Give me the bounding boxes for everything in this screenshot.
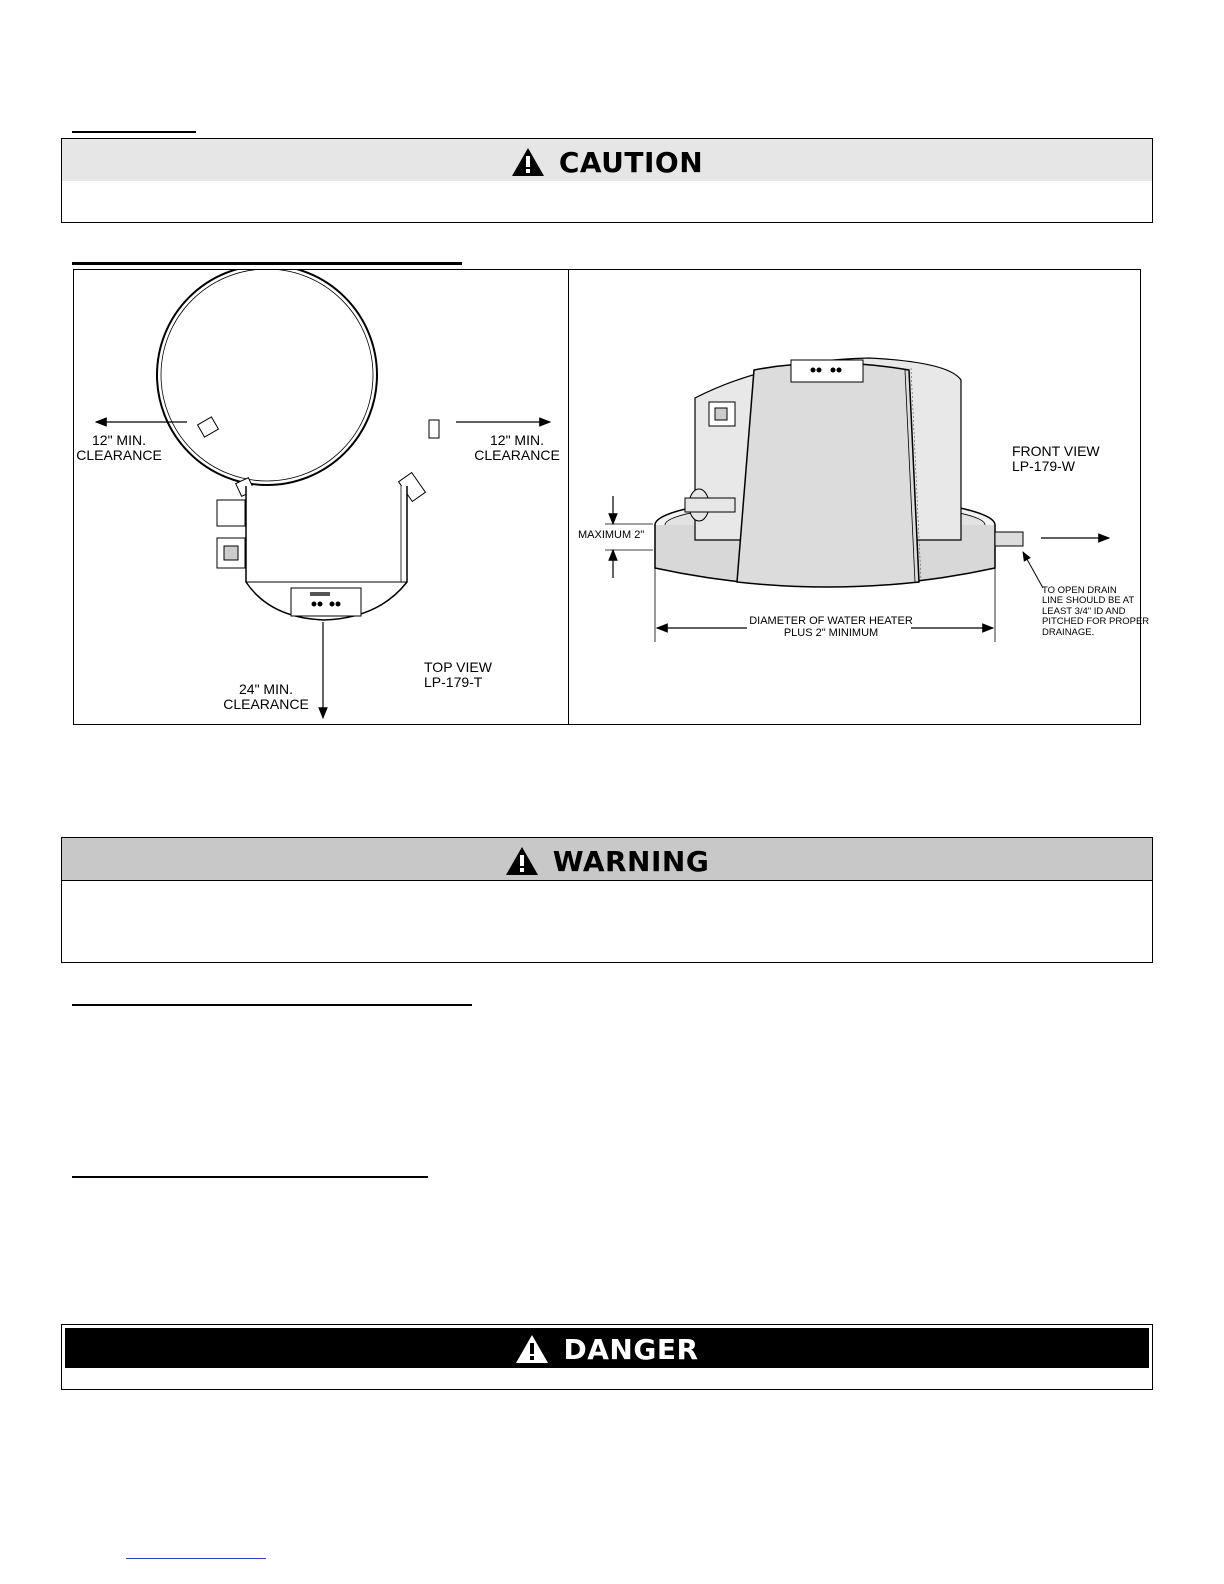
front-view-drawing (569, 270, 1140, 724)
diameter-line1: DIAMETER OF WATER HEATER (749, 615, 913, 627)
right-clearance-line1: 12" MIN. (490, 432, 544, 448)
caution-label: CAUTION (558, 145, 704, 179)
right-clearance-label (471, 433, 563, 462)
footer-link-underline[interactable] (126, 1558, 266, 1559)
right-clearance-line2: CLEARANCE (474, 446, 560, 463)
drain-note-line1: TO OPEN DRAIN (1042, 585, 1117, 596)
left-clearance-line1: 12" MIN. (92, 432, 146, 448)
drain-note-line2: LINE SHOULD BE AT (1042, 595, 1135, 607)
danger-box (61, 1324, 1153, 1390)
warning-triangle-icon (515, 1334, 549, 1364)
warning-triangle-icon (505, 846, 539, 876)
top-view-title-text: TOP VIEW (424, 659, 492, 675)
max-height-label (578, 530, 644, 542)
left-clearance-line2: CLEARANCE (76, 446, 162, 463)
danger-label: DANGER (563, 1332, 699, 1366)
warning-header-content (62, 840, 1152, 882)
front-clearance-line2: CLEARANCE (223, 695, 309, 712)
top-view-code-text: LP-179-T (424, 673, 483, 690)
drain-note-line3: LEAST 3/4" ID AND (1042, 605, 1126, 617)
drain-note-line5: DRAINAGE. (1042, 626, 1095, 638)
front-view-title (1012, 444, 1100, 473)
front-clearance-label (220, 682, 312, 711)
caution-box (61, 138, 1153, 223)
warning-triangle-icon (511, 147, 545, 177)
section-rule-mid (72, 1004, 472, 1006)
warning-box (61, 837, 1153, 963)
danger-header-content (62, 1327, 1152, 1371)
top-view-drawing (74, 270, 568, 724)
top-view-title (424, 660, 492, 689)
diameter-label (746, 616, 916, 639)
section-rule-lower (72, 1176, 428, 1178)
drain-note-line4: PITCHED FOR PROPER (1042, 616, 1150, 628)
drain-note (1042, 586, 1149, 638)
front-clearance-line1: 24" MIN. (239, 681, 293, 697)
front-view-title-text: FRONT VIEW (1012, 443, 1100, 459)
caution-header-content (62, 141, 1152, 183)
section-rule-diagram (72, 262, 462, 265)
left-clearance-label (74, 433, 164, 462)
warning-label: WARNING (552, 844, 710, 878)
section-rule-top (72, 131, 196, 133)
diameter-line2: PLUS 2" MINIMUM (783, 626, 879, 639)
max-height-text: MAXIMUM 2" (578, 529, 645, 541)
front-view-code-text: LP-179-W (1012, 457, 1076, 474)
